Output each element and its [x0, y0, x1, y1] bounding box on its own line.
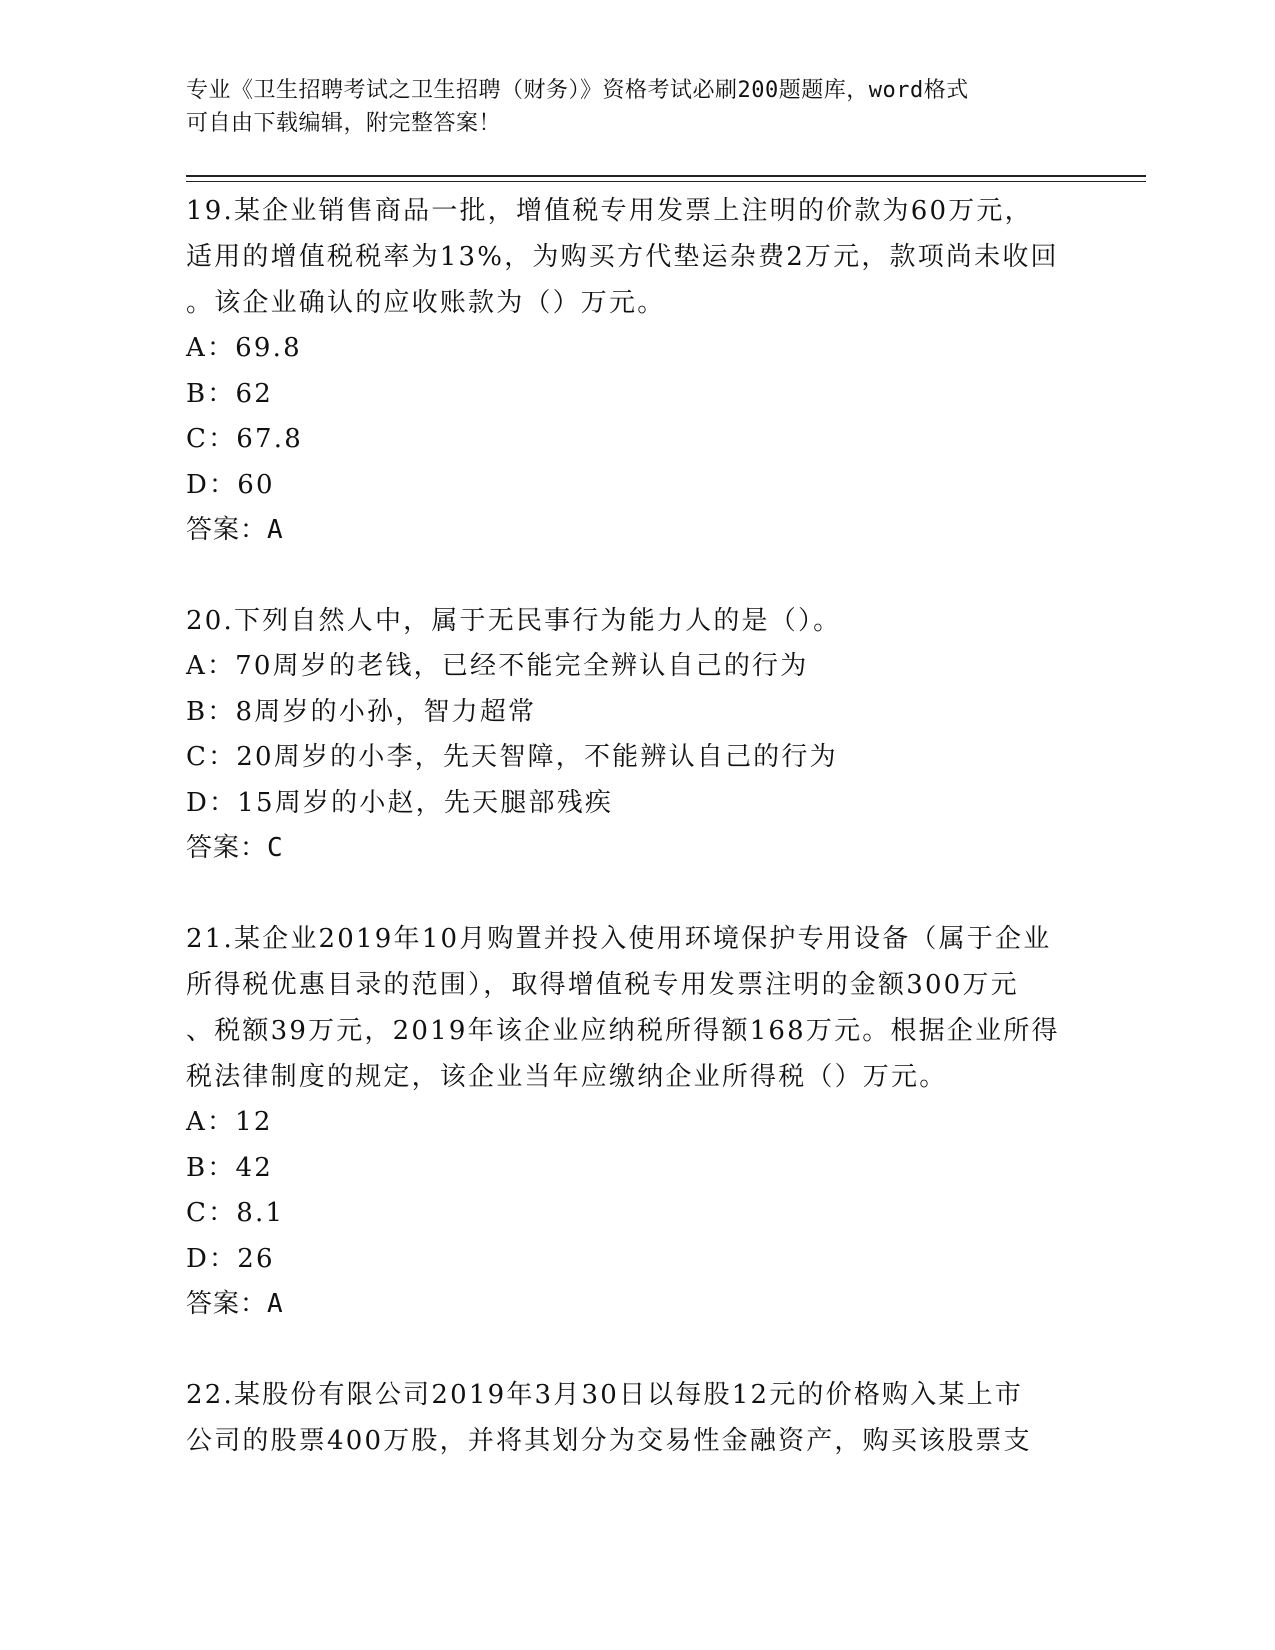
question-stem-line: 、税额39万元，2019年该企业应纳税所得额168万元。根据企业所得: [186, 1016, 1060, 1046]
option-d: D：60: [186, 469, 275, 500]
question-stem-line: 公司的股票400万股，并将其划分为交易性金融资产，购买该股票支: [186, 1426, 1032, 1456]
answer-line: 答案：A: [186, 515, 284, 545]
question-stem-line: 21.某企业2019年10月购置并投入使用环境保护专用设备（属于企业: [186, 924, 1052, 954]
question-spacer: [186, 553, 1086, 598]
header-divider-thin: [186, 181, 1146, 182]
option-c: C：67.8: [186, 424, 303, 454]
question-stem-line: 20.下列自然人中，属于无民事行为能力人的是（）。: [186, 606, 842, 636]
question-stem-line: 。该企业确认的应收账款为（）万元。: [186, 288, 666, 318]
answer-line: 答案：A: [186, 1289, 284, 1319]
answer-line: 答案：C: [186, 833, 284, 863]
question-21: [186, 916, 1086, 1327]
question-spacer: [186, 871, 1086, 916]
option-a: A：12: [186, 1107, 273, 1137]
question-stem-line: 所得税优惠目录的范围），取得增值税专用发票注明的金额300万元: [186, 970, 1019, 1000]
option-c: C：8.1: [186, 1198, 285, 1228]
option-b: B：42: [186, 1152, 273, 1183]
option-a: A：70周岁的老钱，已经不能完全辨认自己的行为: [186, 651, 809, 681]
header-divider-thick: [186, 175, 1146, 177]
option-c: C：20周岁的小李，先天智障，不能辨认自己的行为: [186, 742, 838, 772]
question-stem-line: 适用的增值税税率为13%，为购买方代垫运杂费2万元，款项尚未收回: [186, 242, 1059, 272]
question-stem-line: 19.某企业销售商品一批，增值税专用发票上注明的价款为60万元，: [186, 196, 1033, 226]
question-22: [186, 1372, 1086, 1464]
option-a: A：69.8: [186, 333, 302, 363]
header-line-1: 专业《卫生招聘考试之卫生招聘（财务）》资格考试必刷200题题库，word格式: [186, 78, 969, 103]
question-stem-line: 税法律制度的规定，该企业当年应缴纳企业所得税（）万元。: [186, 1062, 948, 1092]
question-20: [186, 598, 1086, 871]
question-19: [186, 188, 1086, 553]
option-d: D：26: [186, 1243, 275, 1274]
option-b: B：8周岁的小孙，智力超常: [186, 696, 537, 727]
question-stem-line: 22.某股份有限公司2019年3月30日以每股12元的价格购入某上市: [186, 1380, 1024, 1410]
header-line-2: 可自由下载编辑，附完整答案！: [186, 111, 502, 136]
document-header: [186, 74, 1086, 140]
option-d: D：15周岁的小赵，先天腿部残疾: [186, 787, 614, 818]
question-list: [186, 188, 1086, 1464]
question-spacer: [186, 1327, 1086, 1372]
option-b: B：62: [186, 378, 273, 409]
